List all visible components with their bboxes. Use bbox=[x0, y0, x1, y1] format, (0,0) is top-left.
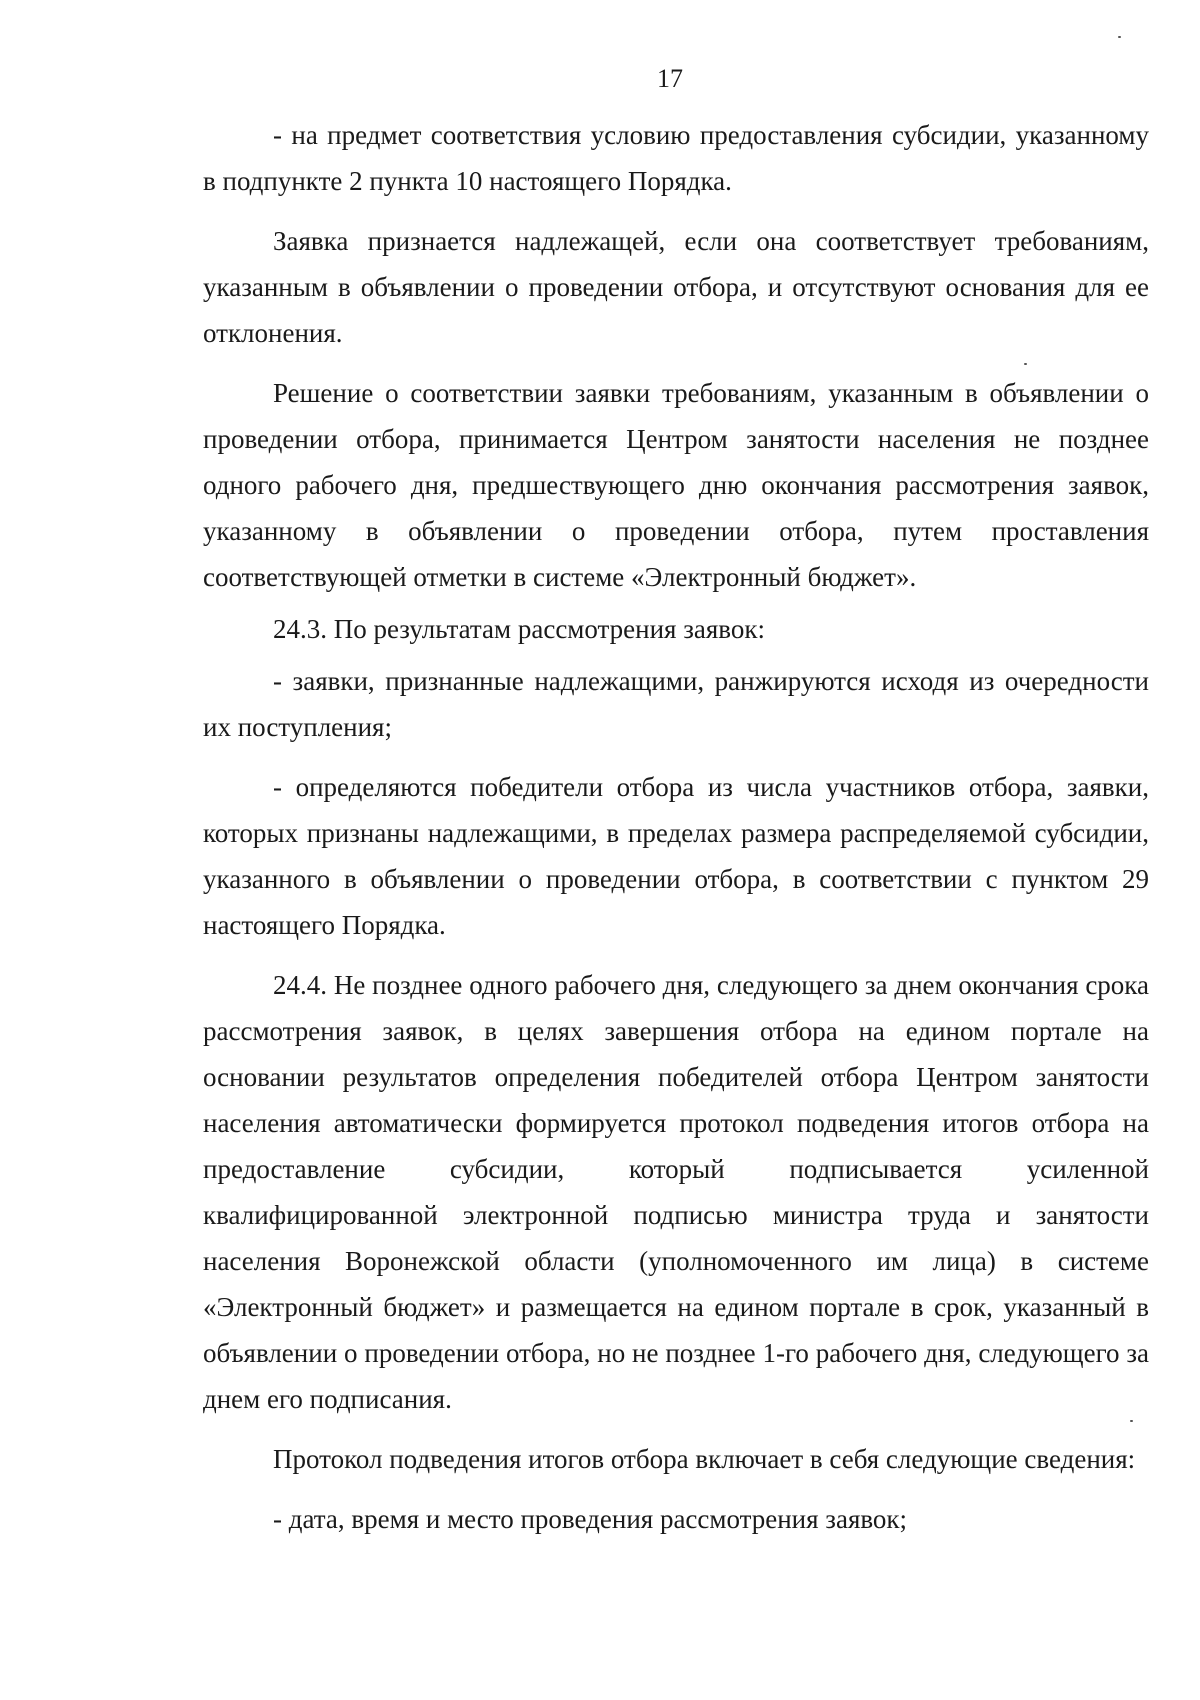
paragraph-compliance-decision: Решение о соответствии заявки требованиям, указанным в объявлении о проведении отбора, принимается Центром занятости населения не позднее одного рабочего дня, предшествующего дню окончания рассмотрения заявок, указанному в объявлении о проведении отбора, путем проставления соответствующей отметки в системе «Электронный бюджет». bbox=[203, 378, 1149, 592]
paragraph-section-24-3: 24.3. По результатам рассмотрения заявок: bbox=[273, 614, 765, 644]
page-number: 17 bbox=[657, 64, 683, 93]
paragraph-winners: - определяются победители отбора из числа участников отбора, заявки, которых признаны надлежащими, в пределах размера распределяемой субсидии, указанного в объявлении о проведении отбора, в соответствии с пунктом 29 настоящего Порядка. bbox=[203, 772, 1149, 940]
paragraph-condition-check: - на предмет соответствия условию предоставления субсидии, указанному в подпункте 2 пункта 10 настоящего Порядка. bbox=[203, 120, 1149, 196]
scan-speck bbox=[1118, 36, 1121, 38]
scan-speck bbox=[1024, 363, 1027, 365]
scan-speck bbox=[1130, 1420, 1133, 1422]
paragraph-date-time-place: - дата, время и место проведения рассмотрения заявок; bbox=[273, 1504, 908, 1534]
paragraph-protocol-intro: Протокол подведения итогов отбора включает в себя следующие сведения: bbox=[273, 1444, 1136, 1474]
paragraph-ranking: - заявки, признанные надлежащими, ранжируются исходя из очередности их поступления; bbox=[203, 666, 1149, 742]
document-body bbox=[203, 112, 1149, 1542]
paragraph-application-proper: Заявка признается надлежащей, если она соответствует требованиям, указанным в объявлении о проведении отбора, и отсутствуют основания для ее отклонения. bbox=[203, 226, 1149, 348]
paragraph-section-24-4: 24.4. Не позднее одного рабочего дня, следующего за днем окончания срока рассмотрения заявок, в целях завершения отбора на едином портале на основании результатов определения победителей отбора Центром занятости населения автоматически формируется протокол подведения итогов отбора на предоставление субсидии, который подписывается усиленной квалифицированной электронной подписью министра труда и занятости населения Воронежской области (уполномоченного им лица) в системе «Электронный бюджет» и размещается на едином портале в срок, указанный в объявлении о проведении отбора, но не позднее 1-го рабочего дня, следующего за днем его подписания. bbox=[203, 970, 1149, 1414]
